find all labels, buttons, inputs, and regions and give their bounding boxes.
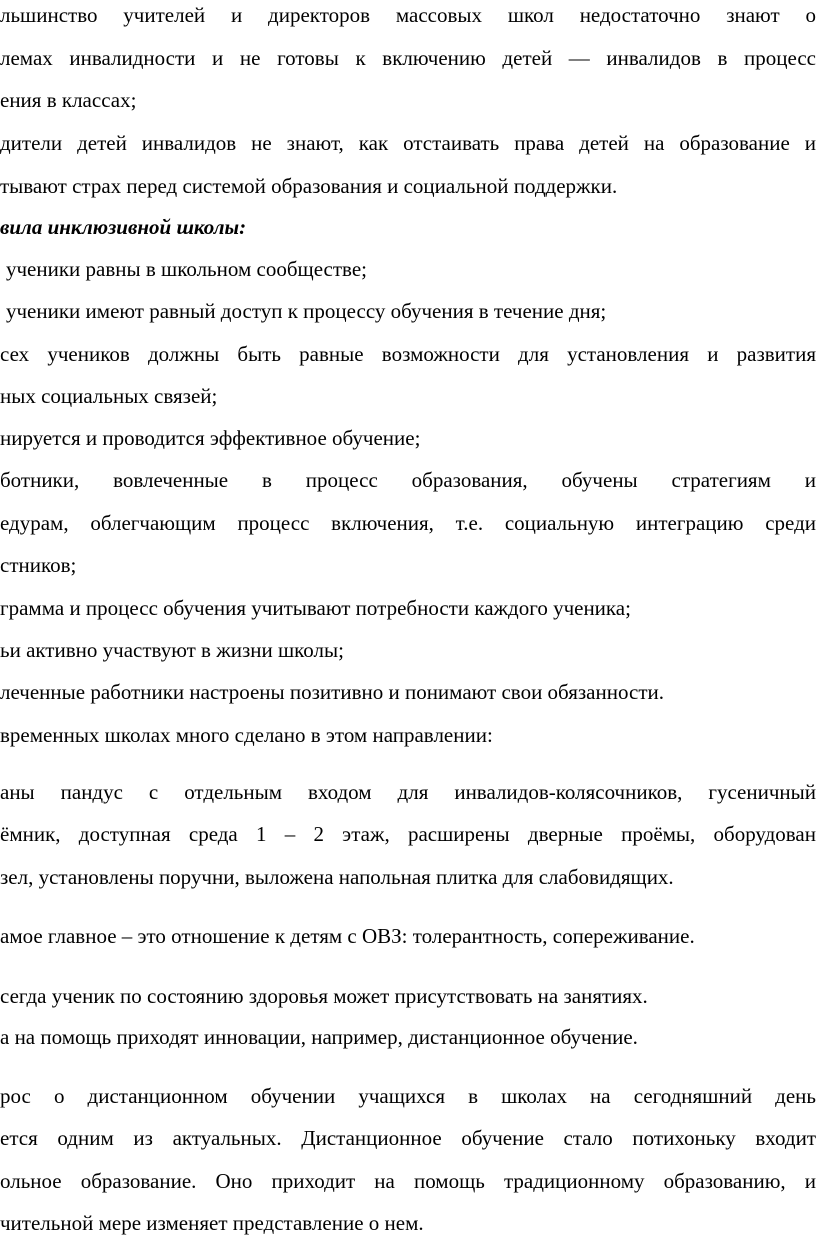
- text-line: аны пандус с отдельным входом для инвалидов-колясочников, гусеничный: [0, 780, 816, 804]
- text-line: ольное образование. Оно приходит на помощь традиционному образованию, и: [0, 1169, 816, 1193]
- text-line: сегда ученик по состоянию здоровья может присутствовать на занятиях.: [0, 984, 648, 1008]
- list-item: ученики имеют равный доступ к процессу обучения в течение дня;: [6, 299, 607, 323]
- section-heading: вила инклюзивной школы:: [0, 215, 247, 239]
- text-line: временных школах много сделано в этом направлении:: [0, 723, 493, 747]
- text-line: а на помощь приходят инновации, например, дистанционное обучение.: [0, 1025, 638, 1049]
- list-item: ученики равны в школьном сообществе;: [6, 257, 367, 281]
- text-line: рос о дистанционном обучении учащихся в школах на сегодняшний день: [0, 1084, 816, 1108]
- text-line: ных социальных связей;: [0, 384, 218, 408]
- list-item: сех учеников должны быть равные возможности для установления и развития: [0, 342, 816, 366]
- list-item: грамма и процесс обучения учитывают потребности каждого ученика;: [0, 596, 631, 620]
- list-item: нируется и проводится эффективное обучение;: [0, 426, 421, 450]
- text-line: льшинство учителей и директоров массовых школ недостаточно знают о: [0, 3, 816, 27]
- list-item: ботники, вовлеченные в процесс образования, обучены стратегиям и: [0, 468, 816, 492]
- text-line: чительной мере изменяет представление о нем.: [0, 1211, 424, 1235]
- text-line: стников;: [0, 553, 77, 577]
- text-line: тывают страх перед системой образования и социальной поддержки.: [0, 174, 618, 198]
- text-line: зел, установлены поручни, выложена напольная плитка для слабовидящих.: [0, 865, 674, 889]
- list-item: ьи активно участвуют в жизни школы;: [0, 638, 344, 662]
- text-line: ется одним из актуальных. Дистанционное обучение стало потихоньку входит: [0, 1126, 816, 1150]
- text-line: ёмник, доступная среда 1 – 2 этаж, расширены дверные проёмы, оборудован: [0, 822, 816, 846]
- text-line: лемах инвалидности и не готовы к включению детей — инвалидов в процесс: [0, 46, 816, 70]
- list-item: леченные работники настроены позитивно и понимают свои обязанности.: [0, 680, 664, 704]
- text-line: амое главное – это отношение к детям с ОВЗ: толерантность, сопереживание.: [0, 924, 695, 948]
- text-line: дители детей инвалидов не знают, как отстаивать права детей на образование и: [0, 131, 816, 155]
- text-line: едурам, облегчающим процесс включения, т.е. социальную интеграцию среди: [0, 511, 816, 535]
- text-line: ения в классах;: [0, 88, 137, 112]
